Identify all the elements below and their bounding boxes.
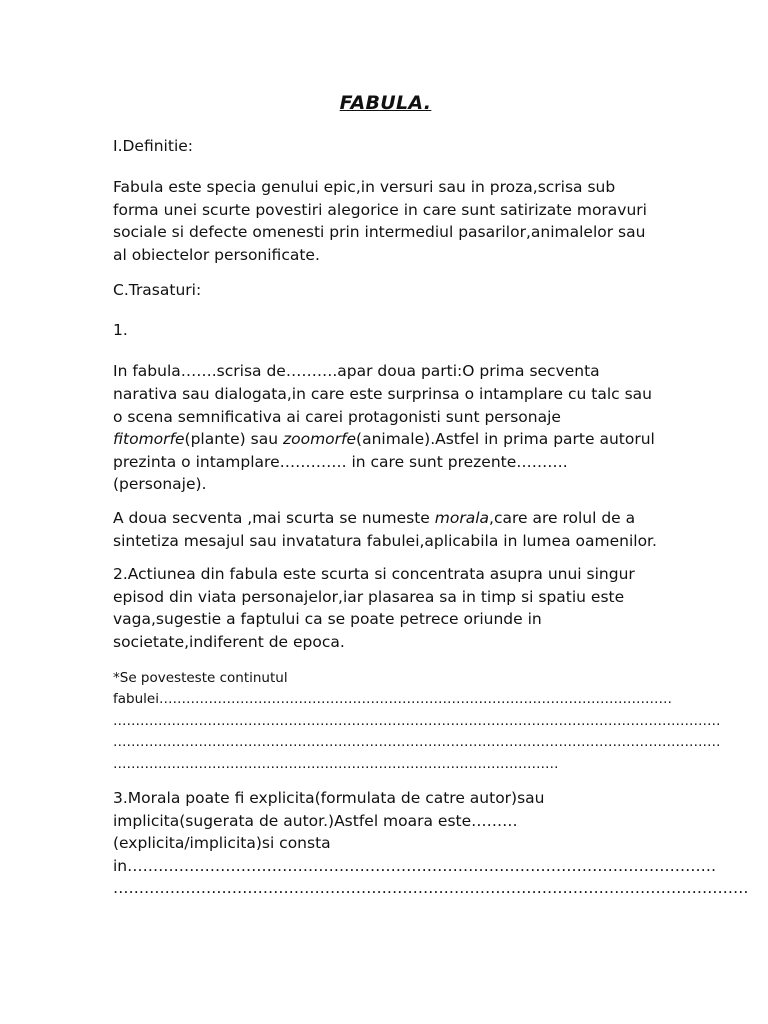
fill-line: ……………………………………………………………………………………… — [113, 755, 559, 772]
feature-paragraph-4 — [113, 787, 749, 900]
paragraph-text: In fabula…….scrisa de……….apar doua parti:O prima secventa narativa sau dialogata,in care este surprinsa o intamplare cu talc sau o scena semnificativa ai carei protagonisti sunt personaje — [113, 362, 652, 426]
feature-number: 1. — [113, 321, 128, 340]
story-note — [113, 668, 721, 776]
italic-term: zoomorfe — [282, 430, 357, 449]
paragraph-text: (plante) sau — [184, 430, 283, 449]
definition-paragraph: Fabula este specia genului epic,in versuri sau in proza,scrisa sub forma unei scurte povestiri alegorice in care sunt satirizate moravuri sociale si defecte omenesti prin intermediul pasarilor,animalelor sau al obiectelor personificate. — [113, 178, 647, 264]
paragraph-text: ,care are rolul de a sintetiza mesajul sau invatatura fabulei,aplicabila in lumea oamenilor. — [113, 508, 657, 550]
note-line: *Se povesteste continutul — [113, 669, 288, 686]
fill-line: ……………………………………………………………………………………………………………………… — [113, 734, 721, 750]
definition-heading: I.Definitie: — [113, 137, 194, 155]
paragraph-text: (animale).Astfel in prima parte autorul prezinta o intamplare…………. in care sunt prezente……….(personaje). — [113, 430, 655, 494]
features-heading: C.Trasaturi: — [113, 281, 202, 300]
fill-line: ……………………………………………………………………………………………………………………… — [113, 712, 721, 729]
paragraph-text: A doua secventa ,mai scurta se numeste — [113, 508, 435, 527]
document-title: FABULA. — [339, 92, 432, 114]
feature-paragraph-1 — [113, 360, 658, 496]
italic-term: fitomorfe — [113, 430, 185, 449]
feature-paragraph-3: 2.Actiunea din fabula este scurta si concentrata asupra unui singur episod din viata personajelor,iar plasarea sa in timp si spatiu este vaga,sugestie a faptului ca se poate petrece oriunde in societate,indiferent de epoca. — [113, 565, 635, 651]
italic-term: morala — [434, 508, 490, 527]
feature-paragraph-2 — [113, 507, 658, 552]
fill-line: …………………………………………………………………………………………………………… — [113, 879, 749, 898]
fill-line: fabulei…………………………………………………………………………………………………… — [113, 691, 672, 707]
document-page — [113, 92, 749, 911]
paragraph-text: 3.Morala poate fi explicita(formulata de catre autor)sau implicita(sugerata de autor.)Astfel moara este………(explicita/implicita)si consta — [113, 789, 545, 853]
fill-line: in…………………………………………………………………………………………………… — [113, 856, 717, 875]
